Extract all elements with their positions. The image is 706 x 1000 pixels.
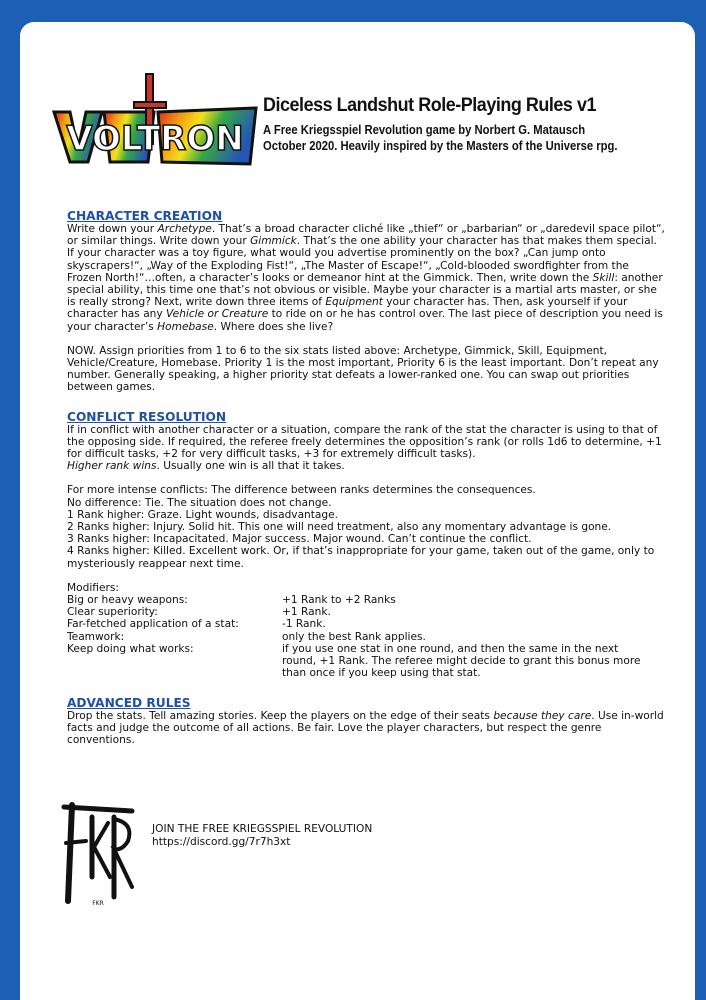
rank-line: 1 Rank higher: Graze. Light wounds, disadvantage. — [67, 508, 339, 521]
modifier-label: Far-fetched application of a stat: — [67, 618, 239, 631]
stat-term: Homebase — [157, 320, 214, 333]
document-page — [20, 22, 695, 1000]
higher-rank-wins: Higher rank wins — [67, 460, 157, 473]
header — [263, 94, 683, 154]
modifier-value: +1 Rank. — [282, 606, 331, 619]
fkr-logo-text: FKR — [92, 900, 104, 907]
join-text: JOIN THE FREE KRIEGSSPIEL REVOLUTION — [152, 823, 373, 835]
modifier-value: +1 Rank to +2 Ranks — [282, 594, 396, 607]
stat-term: Skill — [592, 271, 615, 284]
stat-term: Gimmick — [250, 235, 297, 248]
stat-term: Equipment — [325, 296, 383, 309]
intense-conflicts-intro: For more intense conflicts: The difference between ranks determines the consequences. — [67, 484, 536, 497]
modifiers-label: Modifiers: — [67, 581, 119, 594]
rank-line: 2 Ranks higher: Injury. Solid hit. This one will need treatment, also any momentary advantage is gone. — [67, 521, 612, 534]
priorities-paragraph: NOW. Assign priorities from 1 to 6 to the six stats listed above: Archetype, Gimmick, Skill, Equipment, Vehicle/Creature, Homebase. Priority 1 is the most important, Priority 6 is the least important. Don’t repeat any number. Generally speaking, a higher priority stat defeats a lower-ranked one. You can swap out priorities between games. — [67, 344, 659, 394]
voltron-logo — [50, 72, 260, 167]
character-creation-paragraph: Write down your Archetype. That’s a broad character cliché like „thief“ or „barbarian“ or „daredevil space pilot“, or similar things. Write down your Gimmick. That’s the one ability your character has that makes them special. If your character was a toy figure, what would you advertise prominently on the box? „Can jump onto skyscrapers!“, „Way of the Exploding Fist!“, „The Master of Escape!“, „Cold-blooded swordfighter from the Frozen North!“…often, a character’s looks or demeanor hint at the Gimmick. Then, write down the Skill: another special ability, this time one that’s not obvious or visible. Maybe your character is a martial arts master, or she is really strong? Next, write down three items of Equipment your character has. Then, ask yourself if your character has any Vehicle or Creature to ride on or he has control over. The last piece of description you need is your character’s Homebase. Where does she live? — [67, 223, 665, 333]
rank-line: 3 Ranks higher: Incapacitated. Major success. Major wound. Can’t continue the conflict. — [67, 533, 532, 546]
stat-term: Archetype — [157, 223, 212, 235]
modifier-value: if you use one stat in one round, and then the same in the next round, +1 Rank. The referee might decide to grant this bonus more than once if you keep using that stat. — [282, 642, 641, 680]
document-title: Diceless Landshut Role-Playing Rules v1 — [263, 94, 596, 116]
modifier-label: Teamwork: — [67, 630, 125, 643]
rules-body — [67, 209, 667, 746]
logo-text: VOLTRON — [66, 119, 244, 159]
modifier-label: Big or heavy weapons: — [67, 594, 188, 607]
date-line: October 2020. Heavily inspired by the Masters of the Universe rpg. — [263, 139, 618, 153]
rank-line: No difference: Tie. The situation does not change. — [67, 496, 332, 509]
subtitle: A Free Kriegsspiel Revolution game by Norbert G. Matausch — [263, 123, 586, 137]
modifier-value: only the best Rank applies. — [282, 630, 426, 643]
discord-link[interactable]: https://discord.gg/7r7h3xt — [152, 836, 291, 848]
modifier-label: Keep doing what works: — [67, 642, 194, 655]
modifier-label: Clear superiority: — [67, 606, 158, 619]
advanced-rules-paragraph: Drop the stats. Tell amazing stories. Keep the players on the edge of their seats because they care. Use in-world facts and judge the outcome of all actions. Be fair. Love the player characters, but respect the genre conventions. — [67, 709, 664, 746]
advanced-rules-heading: ADVANCED RULES — [67, 695, 191, 710]
character-creation-heading: CHARACTER CREATION — [67, 209, 223, 223]
modifier-value: -1 Rank. — [282, 618, 326, 631]
footer — [152, 823, 372, 849]
modifiers-table — [67, 594, 667, 679]
conflict-paragraph: If in conflict with another character or a situation, compare the rank of the stat the character is using to that of the opposing side. If required, the referee freely determines the opposition’s rank (or rolls 1d6 to determine, +1 for difficult tasks, +2 for very difficult tasks, +3 for extremely difficult tasks). Higher rank wins. Usually one win is all that it takes. — [67, 423, 662, 473]
fkr-logo — [58, 797, 138, 907]
rank-line: 4 Ranks higher: Killed. Excellent work. Or, if that’s inappropriate for your game, taken out of the game, only to mysteriously reappear next time. — [67, 545, 655, 570]
conflict-resolution-heading: CONFLICT RESOLUTION — [67, 409, 227, 424]
stat-term: Vehicle or Creature — [166, 308, 269, 321]
